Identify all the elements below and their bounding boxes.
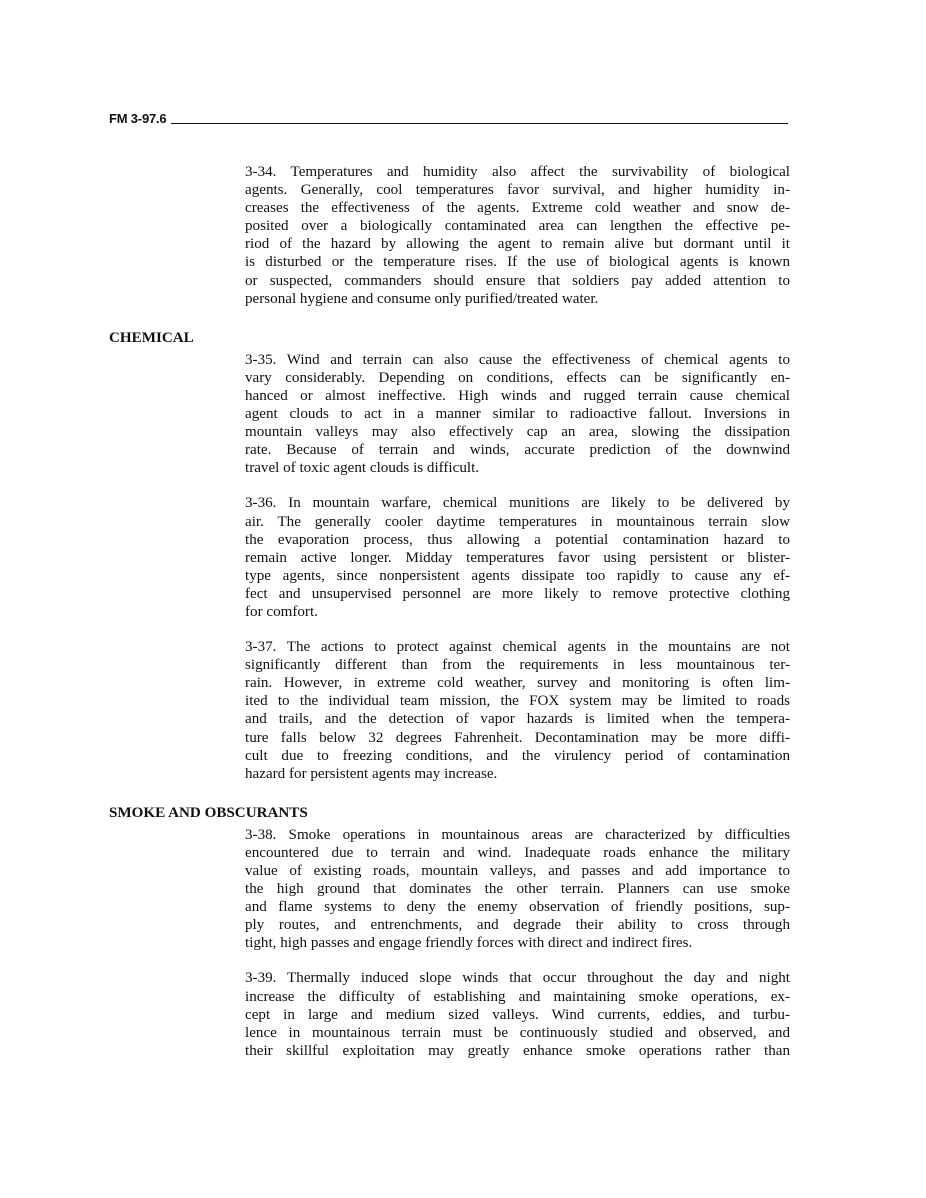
paragraph-3-38 <box>245 826 790 953</box>
paragraph-3-36 <box>245 494 790 621</box>
text-line: ture falls below 32 degrees Fahrenheit. Decontamination may be more diffi- <box>245 729 790 746</box>
text-line: 3-37. The actions to protect against chemical agents in the mountains are not <box>245 639 790 656</box>
text-line: ply routes, and entrenchments, and degrade their ability to cross through <box>245 917 790 934</box>
text-line: rate. Because of terrain and winds, accurate prediction of the downwind <box>245 442 790 459</box>
text-line: lence in mountainous terrain must be continuously studied and observed, and <box>245 1024 790 1041</box>
running-header <box>109 110 788 126</box>
text-line: type agents, since nonpersistent agents dissipate too rapidly to cause any ef- <box>245 567 790 584</box>
text-line: agent clouds to act in a manner similar to radioactive fallout. Inversions in <box>245 406 790 423</box>
text-line: 3-36. In mountain warfare, chemical munitions are likely to be delivered by <box>245 495 790 512</box>
text-line: air. The generally cooler daytime temperatures in mountainous terrain slow <box>245 513 790 530</box>
text-line: significantly different than from the requirements in less mountainous ter- <box>245 657 790 674</box>
text-line: and trails, and the detection of vapor hazards is limited when the tempera- <box>245 711 790 728</box>
text-line: 3-35. Wind and terrain can also cause the effectiveness of chemical agents to <box>245 351 790 368</box>
text-line: personal hygiene and consume only purified/treated water. <box>245 290 599 307</box>
text-line: is disturbed or the temperature rises. If the use of biological agents is known <box>245 254 790 271</box>
text-line: remain active longer. Midday temperatures favor using persistent or blister- <box>245 549 790 566</box>
text-line: the evaporation process, thus allowing a potential contamination hazard to <box>245 531 790 548</box>
text-line: travel of toxic agent clouds is difficult. <box>245 460 480 477</box>
text-line: or suspected, commanders should ensure that soldiers pay added attention to <box>245 272 790 289</box>
text-line: creases the effectiveness of the agents. Extreme cold weather and snow de- <box>245 200 790 217</box>
text-line: their skillful exploitation may greatly enhance smoke operations rather than <box>245 1042 790 1059</box>
text-line: 3-34. Temperatures and humidity also affect the survivability of biological <box>245 164 790 180</box>
text-line: posited over a biologically contaminated area can lengthen the effective pe- <box>245 218 790 235</box>
text-line: agents. Generally, cool temperatures favor survival, and higher humidity in- <box>245 182 790 199</box>
section-heading-chemical: CHEMICAL <box>109 329 194 346</box>
text-line: hazard for persistent agents may increase. <box>245 765 498 782</box>
paragraph-3-34 <box>245 163 790 308</box>
text-line: riod of the hazard by allowing the agent to remain alive but dormant until it <box>245 236 790 253</box>
paragraph-3-37 <box>245 638 790 783</box>
text-line: 3-39. Thermally induced slope winds that occur throughout the day and night <box>245 970 790 987</box>
text-line: hanced or almost ineffective. High winds and rugged terrain cause chemical <box>245 387 790 404</box>
document-id: FM 3-97.6 <box>109 111 167 126</box>
text-line: fect and unsupervised personnel are more likely to remove protective clothing <box>245 585 790 602</box>
header-rule <box>171 123 788 124</box>
text-line: encountered due to terrain and wind. Inadequate roads enhance the military <box>245 844 790 861</box>
text-line: cult due to freezing conditions, and the virulency period of contamination <box>245 747 790 764</box>
text-line: ited to the individual team mission, the FOX system may be limited to roads <box>245 693 790 710</box>
text-line: vary considerably. Depending on conditions, effects can be significantly en- <box>245 369 790 386</box>
text-line: cept in large and medium sized valleys. Wind currents, eddies, and turbu- <box>245 1006 790 1023</box>
text-line: 3-38. Smoke operations in mountainous areas are characterized by difficulties <box>245 826 790 843</box>
paragraph-3-39 <box>245 969 790 1059</box>
text-line: mountain valleys may also effectively cap an area, slowing the dissipation <box>245 424 790 441</box>
section-heading-smoke-and-obscurants: SMOKE AND OBSCURANTS <box>109 804 308 821</box>
text-line: rain. However, in extreme cold weather, survey and monitoring is often lim- <box>245 675 790 692</box>
text-line: for comfort. <box>245 603 318 620</box>
text-line: value of existing roads, mountain valleys, and passes and add importance to <box>245 863 790 879</box>
text-line: and flame systems to deny the enemy observation of friendly positions, sup- <box>245 899 790 916</box>
text-line: increase the difficulty of establishing and maintaining smoke operations, ex- <box>245 988 790 1005</box>
text-line: tight, high passes and engage friendly forces with direct and indirect fires. <box>245 935 693 952</box>
text-line: the high ground that dominates the other terrain. Planners can use smoke <box>245 881 790 898</box>
paragraph-3-35 <box>245 351 790 478</box>
page-body <box>0 163 926 1077</box>
